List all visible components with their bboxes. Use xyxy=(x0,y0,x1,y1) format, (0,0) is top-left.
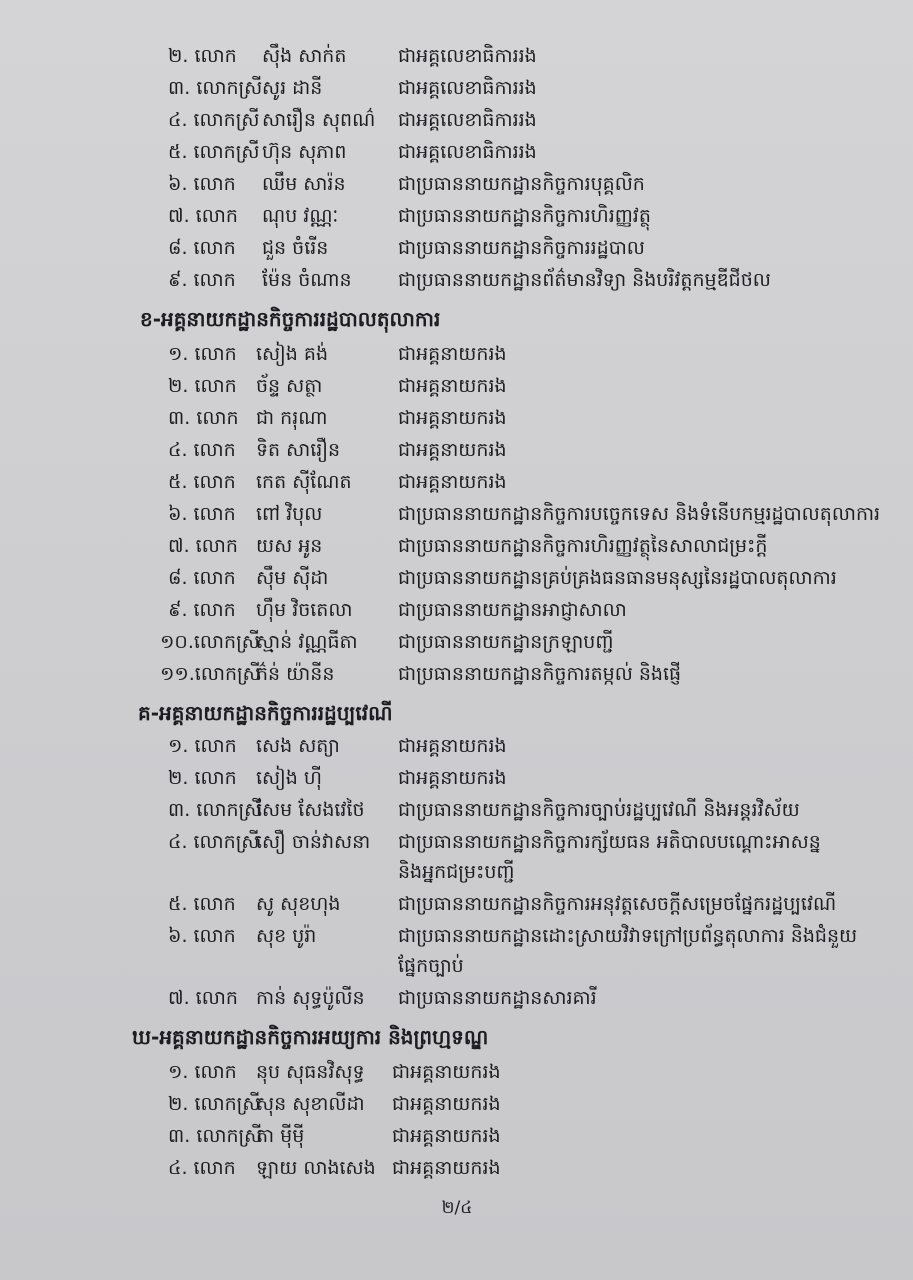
position-title: ជាប្រធាននាយកដ្ឋានកិច្ចការអនុវត្តសេចក្តីសម្រេចផ្នែករដ្ឋប្បវេណី xyxy=(398,893,837,915)
position-title: ជាប្រធាននាយកដ្ឋានគ្រប់គ្រងធនធានមនុស្សនៃរដ្ឋបាលតុលាការ xyxy=(398,567,837,589)
position-title: ជាអគ្គនាយករង xyxy=(392,1093,501,1115)
page-number: ២/៤ xyxy=(441,1198,473,1218)
person-name: ម៉ែន ចំណាន xyxy=(262,269,352,291)
position-title: ជាអគ្គនាយករង xyxy=(392,1125,501,1147)
position-title: ជាប្រធាននាយកដ្ឋានសារគារី xyxy=(398,987,597,1009)
person-name: ទិត សារឿន xyxy=(256,439,341,461)
position-continuation: និងអ្នកជម្រះបញ្ជី xyxy=(398,861,515,883)
item-number: ៨. លោក xyxy=(168,567,236,589)
item-number: ៤. លោកស្រី xyxy=(168,109,260,131)
position-title: ជាប្រធាននាយកដ្ឋានកិច្ចការហិរញ្ញវត្ថុនៃសាលាជម្រះក្តី xyxy=(398,535,768,557)
item-number: ៣. លោកស្រី xyxy=(168,77,263,99)
item-number: ៣. លោកស្រី xyxy=(168,799,263,821)
person-name: សែម សែងវេថៃ xyxy=(256,799,365,821)
position-title: ជាអគ្គនាយករង xyxy=(398,407,507,429)
position-title: ជាប្រធាននាយកដ្ឋានកិច្ចការរដ្ឋបាល xyxy=(398,237,645,259)
position-title: ជាអគ្គនាយករង xyxy=(398,343,507,365)
position-title: ជាអគ្គនាយករង xyxy=(398,735,507,757)
item-number: ១១.លោកស្រី xyxy=(160,663,261,685)
person-name: នុប សុធនវិសុទ្ធ xyxy=(256,1061,365,1083)
item-number: ២. លោក xyxy=(168,375,237,397)
person-name: ឈឹម សារ៉ន xyxy=(262,173,346,195)
item-number: ៣. លោកស្រី xyxy=(168,1125,263,1147)
person-name: ណុប វណ្ណៈ xyxy=(262,205,339,227)
section-heading: គ-អគ្គនាយកដ្ឋានកិច្ចការរដ្ឋប្បវេណី xyxy=(138,701,393,725)
person-name: សៀង គង់ xyxy=(256,343,329,365)
person-name: ជួន ចំរើន xyxy=(262,237,329,259)
position-title: ជាប្រធាននាយកដ្ឋានកិច្ចការបុគ្គលិក xyxy=(398,173,645,195)
person-name: ស្មាន់ វណ្ណធីតា xyxy=(256,631,358,653)
person-name: សុខ បូរ៉ា xyxy=(256,925,317,947)
item-number: ២. លោក xyxy=(168,45,237,67)
item-number: ៤. លោកស្រី xyxy=(168,831,260,853)
person-name: កេត ស៊ីណែត xyxy=(256,471,352,493)
position-title: ជាអគ្គលេខាធិការរង xyxy=(398,109,537,131)
position-title: ជាប្រធាននាយកដ្ឋានអាជ្ញាសាលា xyxy=(398,599,627,621)
item-number: ៤. លោក xyxy=(168,439,236,461)
position-title: ជាអគ្គនាយករង xyxy=(398,439,507,461)
position-title: ជាអគ្គលេខាធិការរង xyxy=(398,45,537,67)
person-name: សុន សុខាលីដា xyxy=(256,1093,365,1115)
item-number: ១. លោក xyxy=(168,1061,237,1083)
person-name: ច័ន្ទ សត្ថា xyxy=(256,375,323,397)
position-title: ជាប្រធាននាយកដ្ឋានកិច្ចការក្ស័យធន អតិបាលបណ្តោះអាសន្ន xyxy=(398,831,821,853)
item-number: ៦. លោក xyxy=(168,503,236,525)
item-number: ៧. លោក xyxy=(168,205,238,227)
position-title: ជាប្រធាននាយកដ្ឋានកិច្ចការបច្ចេកទេស និងទំនើបកម្មរដ្ឋបាលតុលាការ xyxy=(398,503,881,525)
person-name: យស អូន xyxy=(256,535,323,557)
item-number: ៥. លោក xyxy=(168,471,236,493)
item-number: ៣. លោក xyxy=(168,407,239,429)
person-name: ភ៌ន់ យ៉ានីន xyxy=(256,663,335,685)
item-number: ៦. លោក xyxy=(168,173,236,195)
position-continuation: ផ្នែកច្បាប់ xyxy=(398,955,464,977)
person-name: កាន់ សុទ្ធប៉ូលីន xyxy=(256,987,365,1009)
person-name: សូរ ដានី xyxy=(262,77,323,99)
item-number: ១. លោក xyxy=(168,735,237,757)
position-title: ជាប្រធាននាយកដ្ឋានកិច្ចការច្បាប់រដ្ឋប្បវេណី និងអន្តរវិស័យ xyxy=(398,799,800,821)
person-name: សឿ ចាន់វាសនា xyxy=(256,831,371,853)
person-name: សៀង ហ៊ី xyxy=(256,767,322,789)
person-name: ពៅ វិបុល xyxy=(256,503,323,525)
person-name: ឡាយ លាងសេង xyxy=(256,1157,376,1179)
person-name: តា ម៉ីម៉ី xyxy=(256,1125,305,1147)
item-number: ៥. លោក xyxy=(168,893,236,915)
person-name: ជា ករុណា xyxy=(256,407,328,429)
position-title: ជាប្រធាននាយកដ្ឋានក្រឡាបញ្ជី xyxy=(398,631,614,653)
item-number: ១. លោក xyxy=(168,343,237,365)
person-name: សូ សុខហុង xyxy=(256,893,341,915)
section-heading: ឃ-អគ្គនាយកដ្ឋានកិច្ចការអយ្យការ និងព្រហ្មទណ្ឌ xyxy=(132,1025,489,1049)
position-title: ជាអគ្គនាយករង xyxy=(398,375,507,397)
item-number: ៧. លោក xyxy=(168,535,238,557)
person-name: សេង សត្យា xyxy=(256,735,340,757)
person-name: ស៊ឹង សាក់ត xyxy=(262,45,347,67)
item-number: ៩. លោក xyxy=(168,599,236,621)
person-name: ហ៊ឹម វិចតេលា xyxy=(256,599,353,621)
position-title: ជាប្រធាននាយកដ្ឋានកិច្ចការហិរញ្ញវត្ថុ xyxy=(398,205,651,227)
person-name: សារឿន សុពណ៌ xyxy=(262,109,376,131)
position-title: ជាប្រធាននាយកដ្ឋានព័ត៌មានវិទ្យា និងបរិវត្តកម្មឌីជីថល xyxy=(398,269,771,291)
position-title: ជាអគ្គនាយករង xyxy=(398,767,507,789)
position-title: ជាអគ្គលេខាធិការរង xyxy=(398,77,537,99)
person-name: ហ៊ុន សុភាព xyxy=(262,141,347,163)
item-number: ៦. លោក xyxy=(168,925,236,947)
item-number: ១០.លោកស្រី xyxy=(160,631,260,653)
position-title: ជាអគ្គលេខាធិការរង xyxy=(398,141,537,163)
position-title: ជាប្រធាននាយកដ្ឋានកិច្ចការតម្កល់ និងផ្ញើ xyxy=(398,663,682,685)
position-title: ជាប្រធាននាយកដ្ឋានដោះស្រាយវិវាទក្រៅប្រព័ន្ធតុលាការ និងជំនួយ xyxy=(398,925,858,947)
section-heading: ខ-អគ្គនាយកដ្ឋានកិច្ចការរដ្ឋបាលតុលាការ xyxy=(140,307,441,331)
item-number: ៧. លោក xyxy=(168,987,238,1009)
position-title: ជាអគ្គនាយករង xyxy=(398,471,507,493)
position-title: ជាអគ្គនាយករង xyxy=(392,1061,501,1083)
item-number: ២. លោក xyxy=(168,767,237,789)
item-number: ៨. លោក xyxy=(168,237,236,259)
position-title: ជាអគ្គនាយករង xyxy=(392,1157,501,1179)
item-number: ៩. លោក xyxy=(168,269,236,291)
item-number: ៥. លោកស្រី xyxy=(168,141,260,163)
item-number: ២. លោកស្រី xyxy=(168,1093,261,1115)
item-number: ៤. លោក xyxy=(168,1157,236,1179)
person-name: ស៊ឹម ស៊ីដា xyxy=(256,567,329,589)
